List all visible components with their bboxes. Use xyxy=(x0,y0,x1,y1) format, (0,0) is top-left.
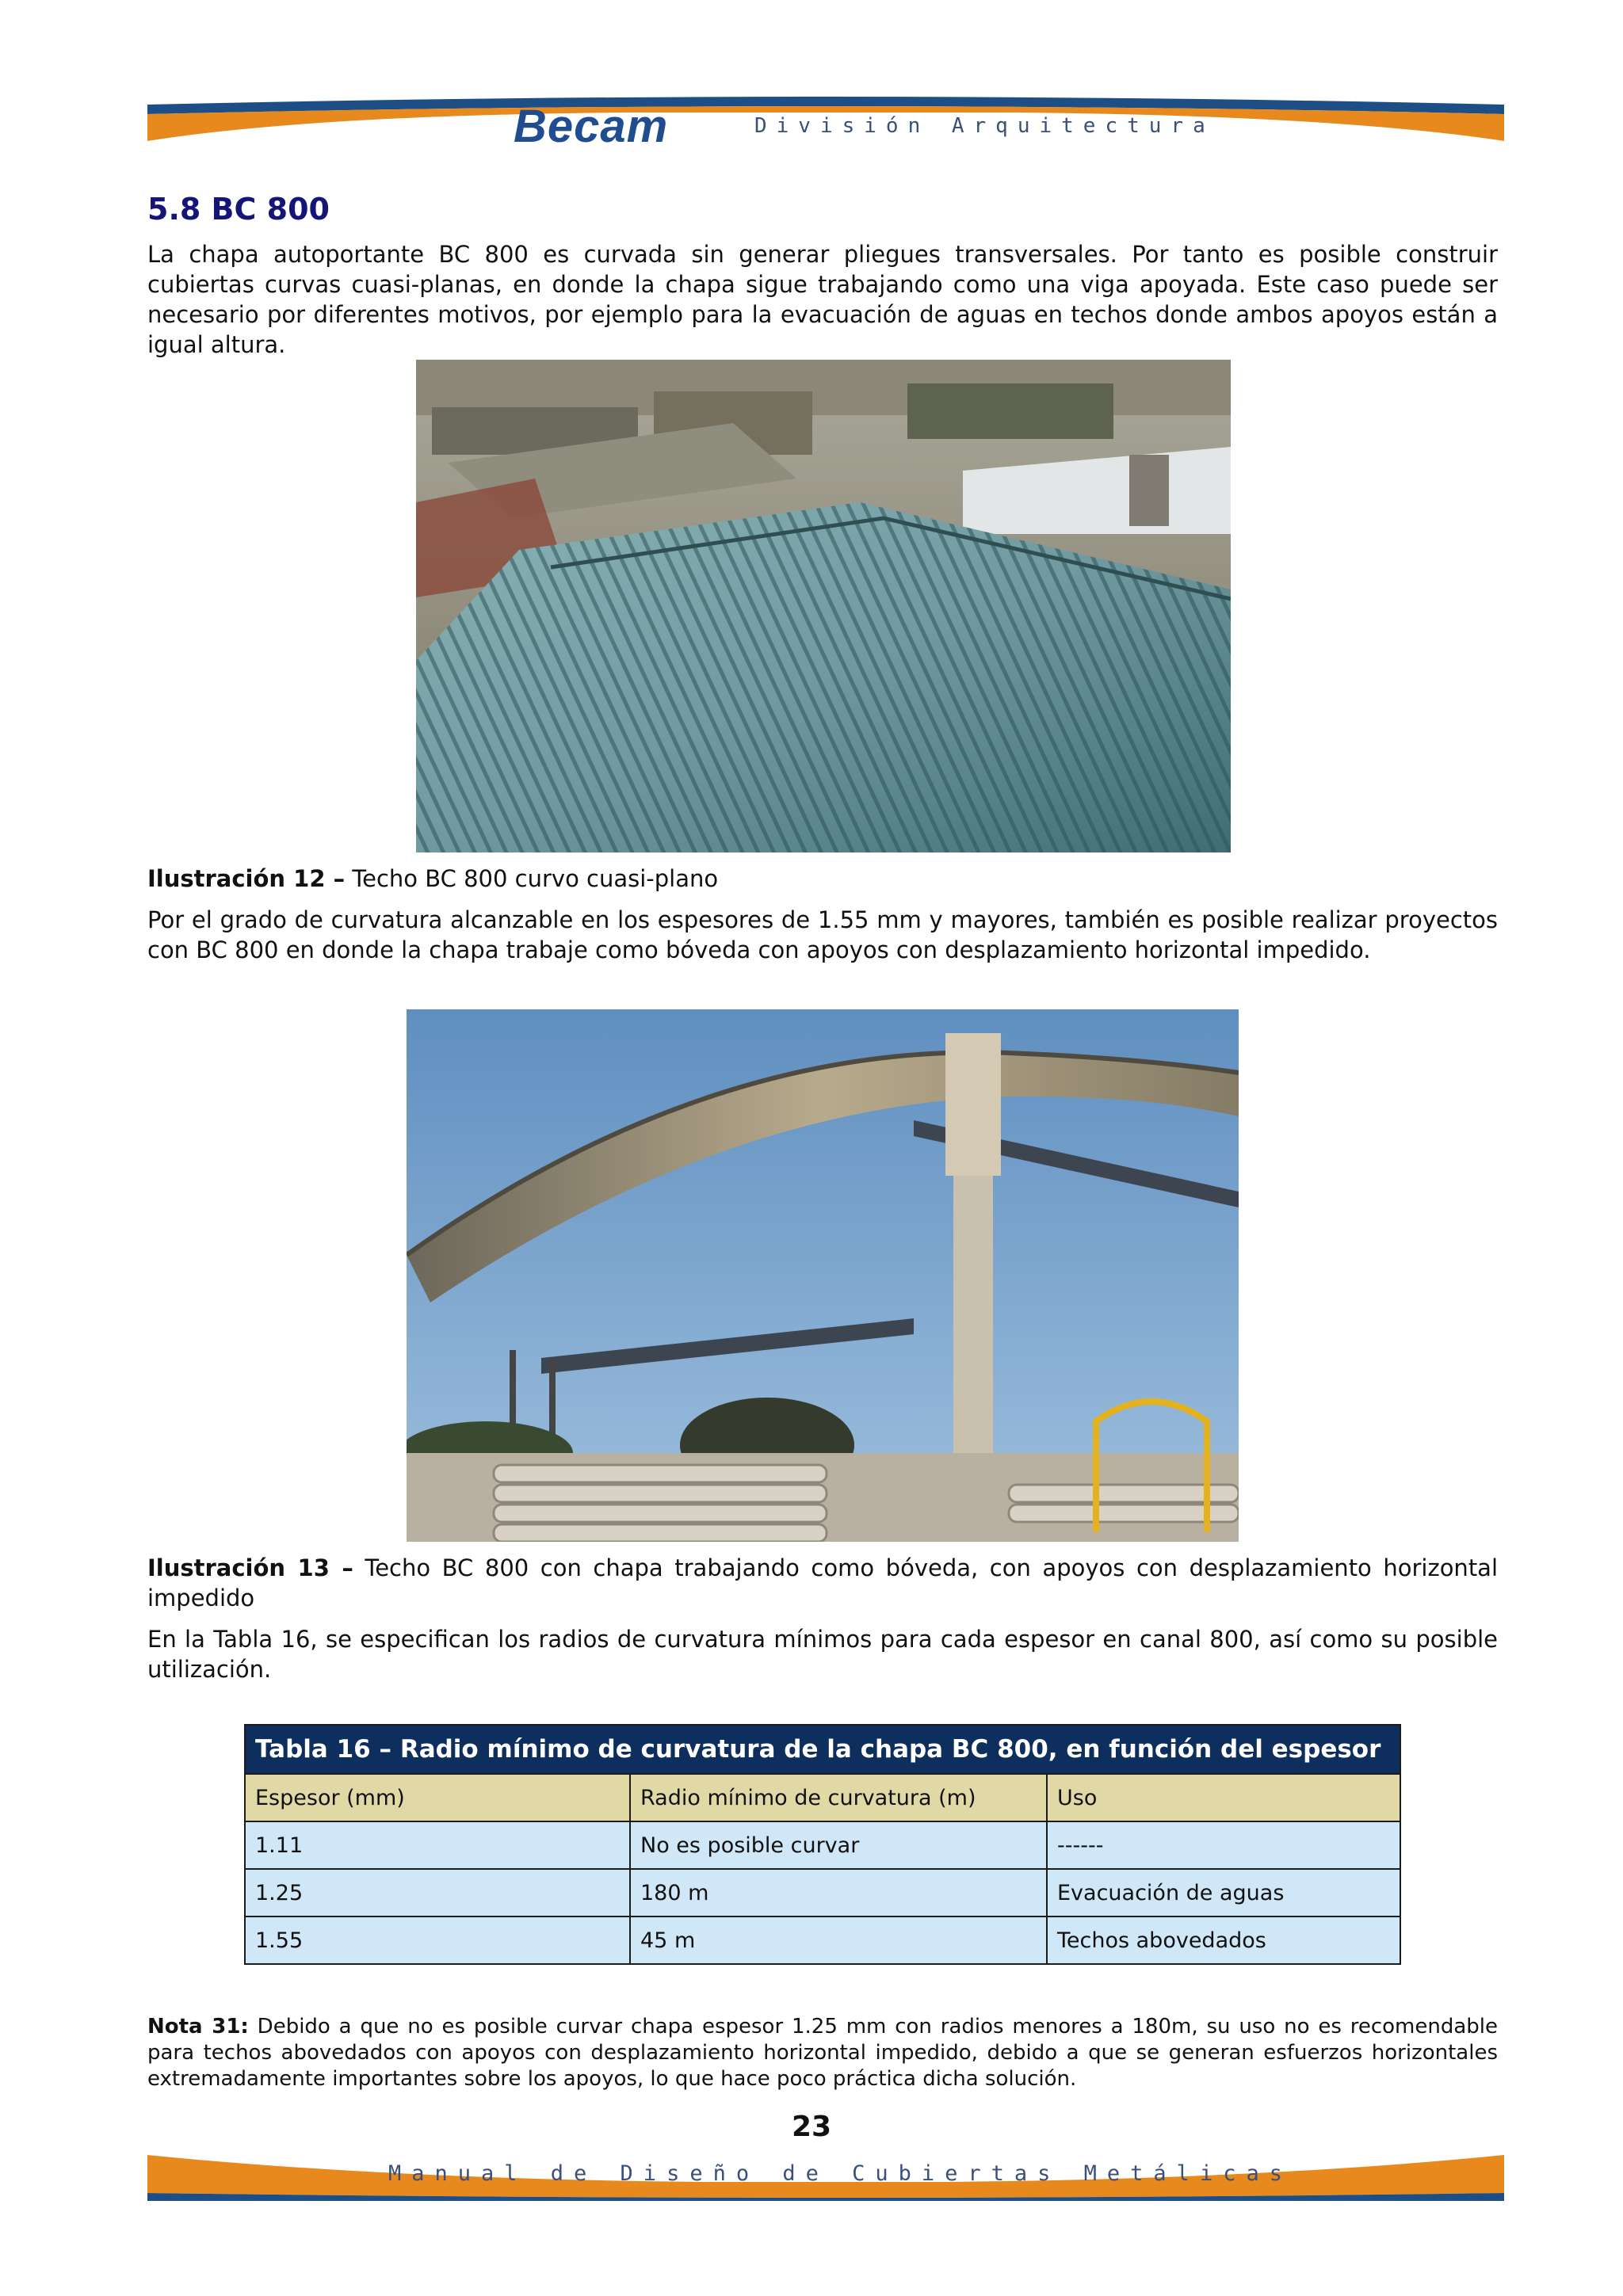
table-reference-paragraph: En la Tabla 16, se especifican los radios de curvatura mínimos para cada espesor en canal 800, así como su posible utilización. xyxy=(147,1626,1498,1683)
table-title: Tabla 16 – Radio mínimo de curvatura de la chapa BC 800, en función del espesor xyxy=(245,1725,1400,1774)
intro-paragraph: La chapa autoportante BC 800 es curvada sin generar pliegues transversales. Por tanto es posible construir cubiertas curvas cuasi-planas, en donde la chapa sigue trabajando como una viga apoyada. Este caso puede ser necesario por diferentes motivos, por ejemplo para la evacuación de aguas en techos donde ambos apoyos están a igual altura. xyxy=(147,241,1498,358)
table-header-row xyxy=(245,1774,1400,1821)
note-label: Nota 31: xyxy=(147,2015,249,2039)
thickness-cell: 1.55 xyxy=(245,1917,630,1964)
radius-cell: No es posible curvar xyxy=(630,1821,1047,1869)
curvature-table xyxy=(244,1724,1401,1965)
vaulted-roof-photo xyxy=(407,1009,1239,1542)
figure-13-label: Ilustración 13 – xyxy=(147,1554,353,1581)
column-header-radius: Radio mínimo de curvatura (m) xyxy=(630,1774,1047,1821)
figure-12-caption xyxy=(147,864,1498,894)
table-row xyxy=(245,1869,1400,1917)
radius-cell: 180 m xyxy=(630,1869,1047,1917)
radius-cell: 45 m xyxy=(630,1917,1047,1964)
use-cell: ------ xyxy=(1047,1821,1400,1869)
figure-13-caption xyxy=(147,1553,1498,1613)
use-cell: Evacuación de aguas xyxy=(1047,1869,1400,1917)
column-header-use: Uso xyxy=(1047,1774,1400,1821)
division-title: División Arquitectura xyxy=(754,114,1215,138)
note-text: Debido a que no es posible curvar chapa espesor 1.25 mm con radios menores a 180m, su uso no es recomendable para techos abovedados con apoyos con desplazamiento horizontal impedido, debido a que se generan esfuerzos horizontales extremadamente importantes sobre los apoyos, lo que hace poco práctica dicha solución. xyxy=(147,2015,1499,2091)
figure-13-text: Techo BC 800 con chapa trabajando como bóveda, con apoyos con desplazamiento horizontal impedido xyxy=(147,1554,1499,1611)
table-row xyxy=(245,1917,1400,1964)
curvature-paragraph: Por el grado de curvatura alcanzable en los espesores de 1.55 mm y mayores, también es posible realizar proyectos con BC 800 en donde la chapa trabaje como bóveda con apoyos con desplazamiento horizontal impedido. xyxy=(147,906,1498,963)
figure-12-label: Ilustración 12 – xyxy=(147,865,346,892)
use-cell: Techos abovedados xyxy=(1047,1917,1400,1964)
figure-12-text: Techo BC 800 curvo cuasi-plano xyxy=(352,865,719,892)
section-title: 5.8 BC 800 xyxy=(147,192,330,227)
column-header-thickness: Espesor (mm) xyxy=(245,1774,630,1821)
manual-title: Manual de Diseño de Cubiertas Metálicas xyxy=(388,2161,1293,2186)
note-paragraph xyxy=(147,2014,1498,2092)
page-number: 23 xyxy=(791,2111,832,2143)
table-row xyxy=(245,1821,1400,1869)
becam-logo: Becam xyxy=(514,101,669,152)
thickness-cell: 1.25 xyxy=(245,1869,630,1917)
thickness-cell: 1.11 xyxy=(245,1821,630,1869)
curved-roof-photo xyxy=(416,360,1231,852)
